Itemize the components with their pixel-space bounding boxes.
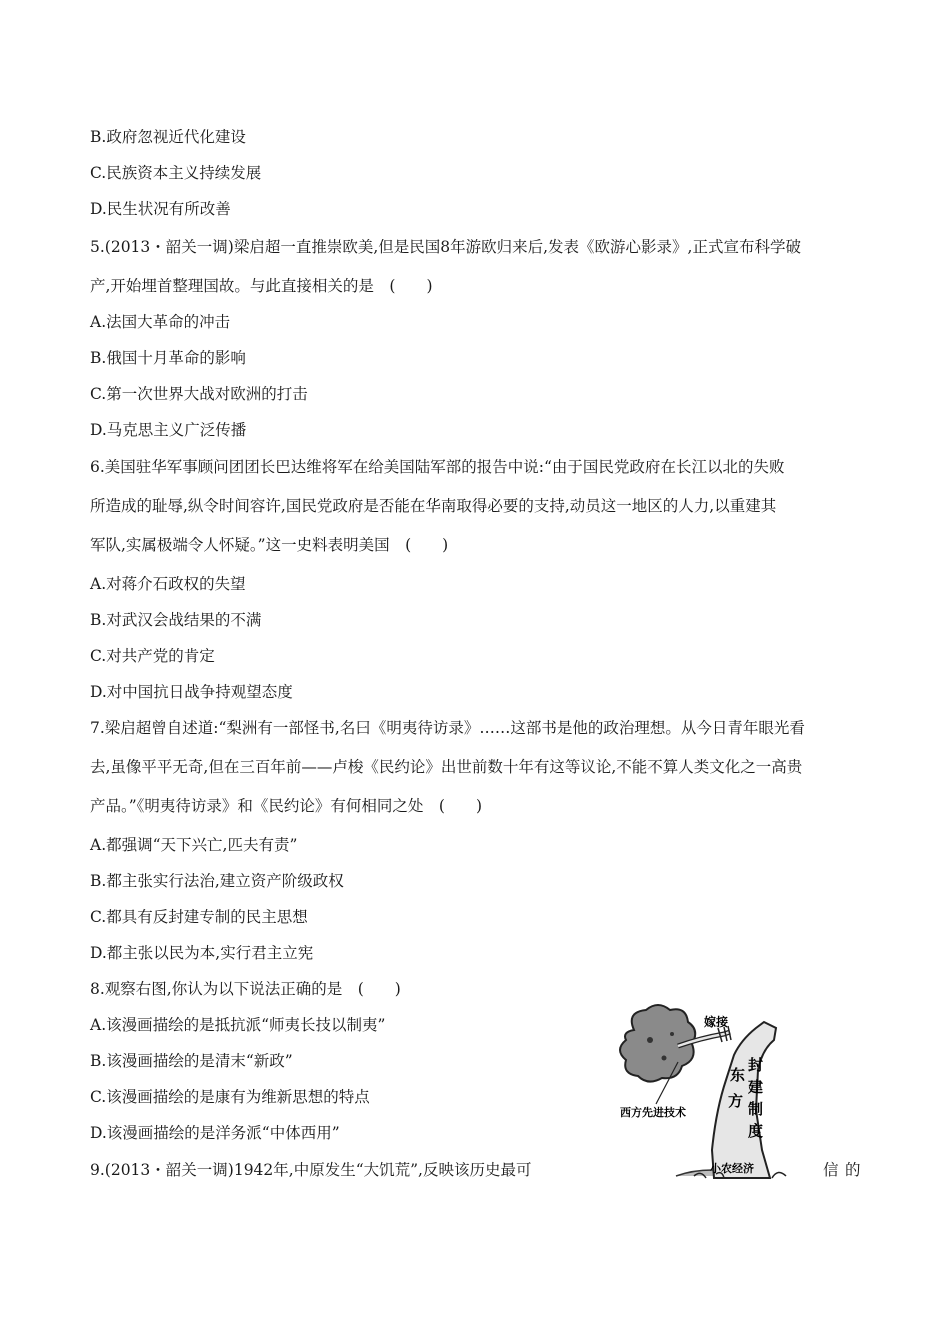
trunk-shape xyxy=(712,1022,776,1178)
text-line: A.法国大革命的冲击 xyxy=(90,313,231,331)
text-line: B.都主张实行法治,建立资产阶级政权 xyxy=(90,872,344,890)
west-label: 西方先进技术 xyxy=(620,1107,686,1119)
text-line: D.民生状况有所改善 xyxy=(90,200,231,218)
text-line: 6.美国驻华军事顾问团团长巴达维将军在给美国陆军部的报告中说:“由于国民党政府在长江以北的失败 xyxy=(90,458,785,476)
text-line: B.俄国十月革命的影响 xyxy=(90,349,246,367)
text-line: 产品。”《明夷待访录》和《民约论》有何相同之处 ( ) xyxy=(90,797,483,815)
text-line: D.该漫画描绘的是洋务派“中体西用” xyxy=(90,1124,340,1142)
text-line: 5.(2013・韶关一调)梁启超一直推崇欧美,但是民国8年游欧归来后,发表《欧游心影录》,正式宣布科学破 xyxy=(90,238,801,256)
text-line: A.该漫画描绘的是抵抗派“师夷长技以制夷” xyxy=(90,1016,386,1034)
text-line: C.对共产党的肯定 xyxy=(90,647,215,665)
east-char: 方 xyxy=(728,1093,744,1110)
text-line: A.对蒋介石政权的失望 xyxy=(90,575,246,593)
text-tail-char: 信 xyxy=(823,1161,839,1179)
text-line: C.都具有反封建专制的民主思想 xyxy=(90,908,308,926)
text-line: 军队,实属极端令人怀疑。”这一史料表明美国 ( ) xyxy=(90,536,449,554)
text-line: D.对中国抗日战争持观望态度 xyxy=(90,683,293,701)
text-line: 7.梁启超曾自述道:“梨洲有一部怪书,名曰《明夷待访录》……这部书是他的政治理想。从今日青年眼光看 xyxy=(90,719,805,737)
text-line: 产,开始埋首整理国故。与此直接相关的是 ( ) xyxy=(90,277,433,295)
feudal-char: 封 xyxy=(748,1057,764,1074)
feudal-char: 度 xyxy=(748,1123,764,1140)
text-line: B.政府忽视近代化建设 xyxy=(90,128,246,146)
east-char: 东 xyxy=(730,1067,746,1084)
text-line: D.马克思主义广泛传播 xyxy=(90,421,247,439)
text-line: A.都强调“天下兴亡,匹夫有责” xyxy=(90,836,298,854)
text-line: 去,虽像平平无奇,但在三百年前——卢梭《民约论》出世前数十年有这等议论,不能不算人类文化之一高贵 xyxy=(90,758,803,776)
text-line: 9.(2013・韶关一调)1942年,中原发生“大饥荒”,反映该历史最可 xyxy=(90,1161,532,1179)
graft-label: 嫁接 xyxy=(704,1015,729,1029)
text-line: D.都主张以民为本,实行君主立宪 xyxy=(90,944,314,962)
text-line: C.第一次世界大战对欧洲的打击 xyxy=(90,385,308,403)
text-tail-char: 的 xyxy=(845,1161,861,1179)
text-line: 所造成的耻辱,纵令时间容许,国民党政府是否能在华南取得必要的支持,动员这一地区的人力,以重建其 xyxy=(90,497,777,515)
feudal-char: 制 xyxy=(748,1101,764,1118)
text-line: B.对武汉会战结果的不满 xyxy=(90,611,262,629)
cartoon-graft-tree xyxy=(606,1000,812,1182)
text-line: B.该漫画描绘的是清末“新政” xyxy=(90,1052,293,1070)
root-label: 小农经济 xyxy=(710,1163,754,1175)
text-line: C.民族资本主义持续发展 xyxy=(90,164,262,182)
feudal-char: 建 xyxy=(748,1079,764,1096)
text-line: C.该漫画描绘的是康有为维新思想的特点 xyxy=(90,1088,370,1106)
text-line: 8.观察右图,你认为以下说法正确的是 ( ) xyxy=(90,980,401,998)
